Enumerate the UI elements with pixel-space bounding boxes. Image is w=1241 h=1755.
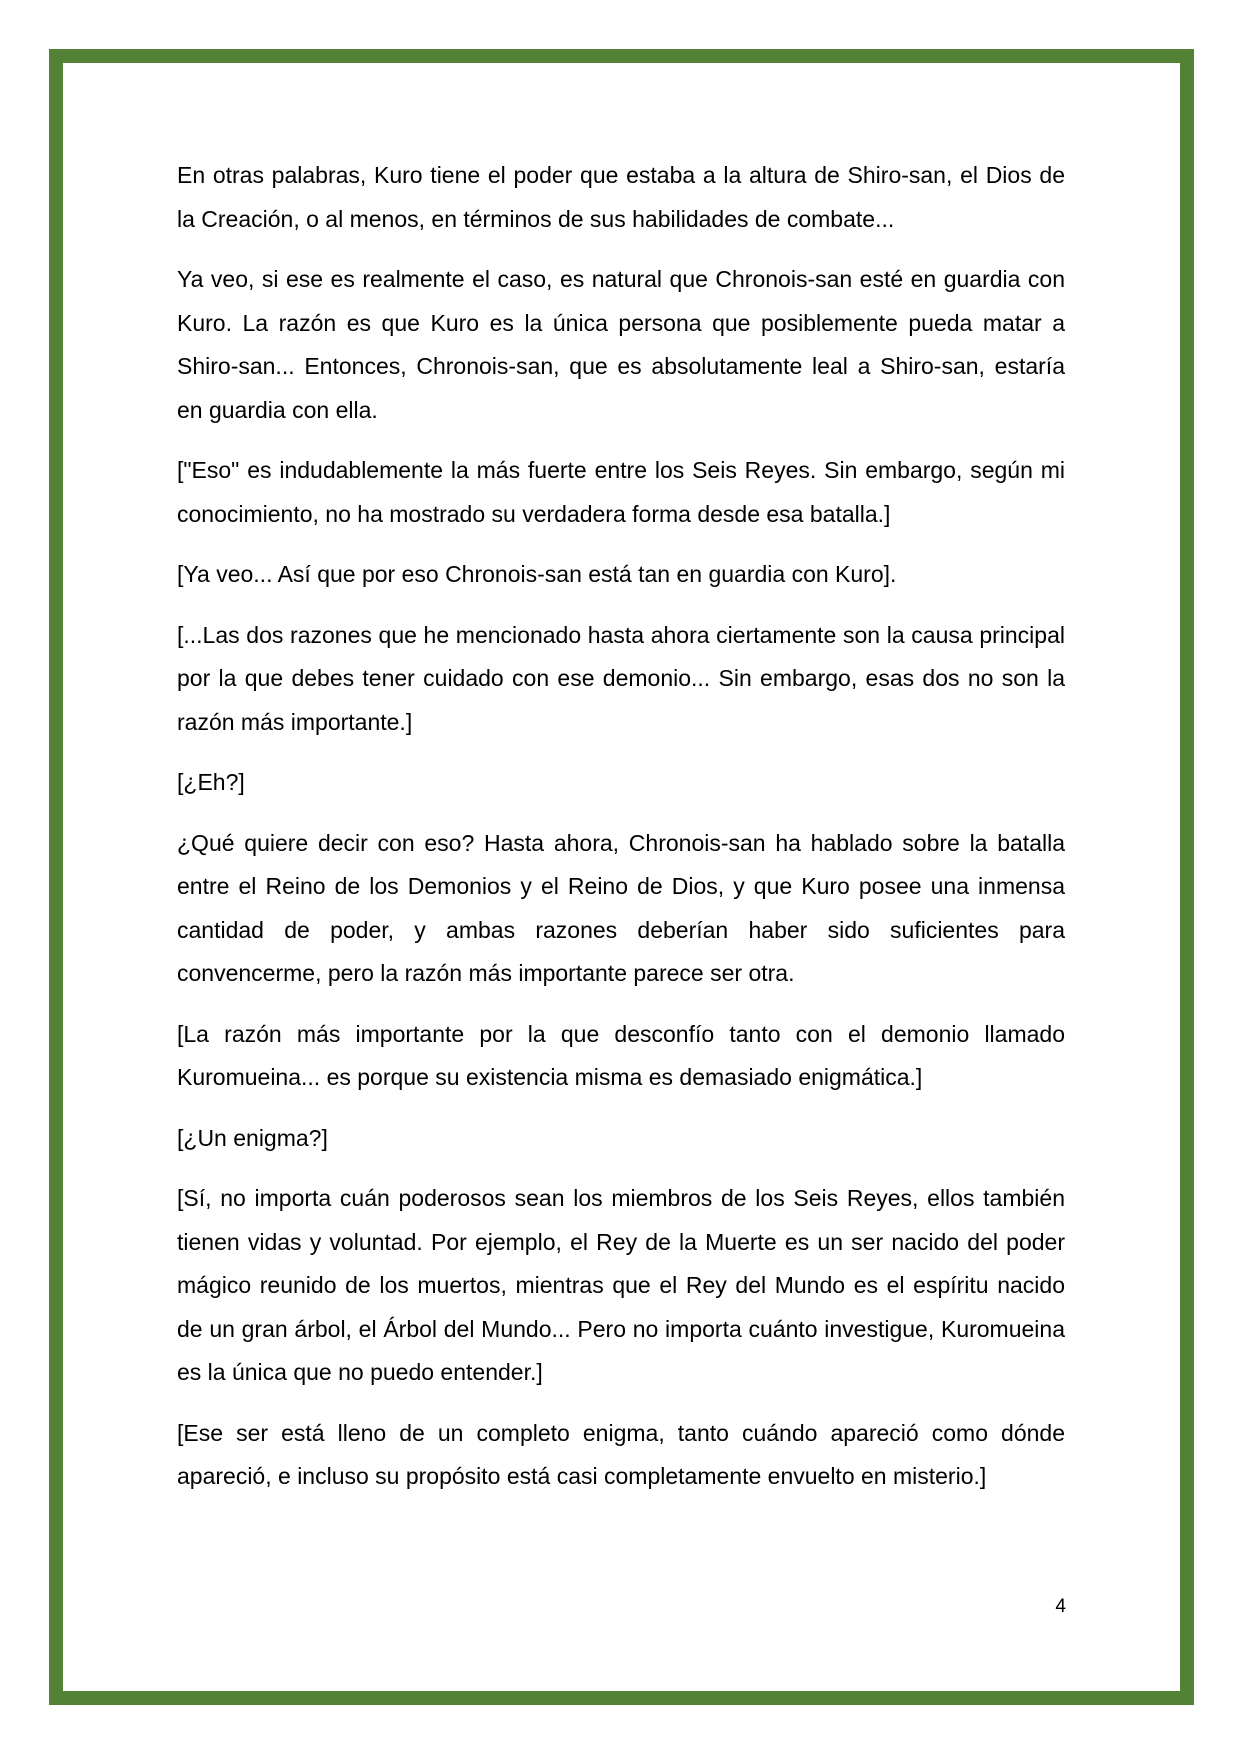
paragraph-4: [Ya veo... Así que por eso Chronois-san está tan en guardia con Kuro]. (177, 561, 897, 587)
paragraph-9: [¿Un enigma?] (177, 1124, 328, 1151)
paragraph-11: [Ese ser está lleno de un completo enigma, tanto cuándo apareció como dónde apareció, e incluso su propósito está casi completamente envuelto en misterio.] (177, 1419, 1065, 1489)
paragraph-8: [La razón más importante por la que desconfío tanto con el demonio llamado Kuromueina... es porque su existencia misma es demasiado enigmática.] (177, 1020, 1065, 1090)
paragraph-5: [...Las dos razones que he mencionado hasta ahora ciertamente son la causa principal por la que debes tener cuidado con ese demonio... Sin embargo, esas dos no son la razón más importante.] (177, 621, 1065, 735)
paragraph-2: Ya veo, si ese es realmente el caso, es natural que Chronois-san esté en guardia con Kuro. La razón es que Kuro es la única persona que posiblemente pueda matar a Shiro-san... Entonces, Chronois-san, que es absolutamente leal a Shiro-san, estaría en guardia con ella. (177, 266, 1065, 423)
page-number: 4 (1055, 1596, 1066, 1617)
paragraph-3: ["Eso" es indudablemente la más fuerte entre los Seis Reyes. Sin embargo, según mi conocimiento, no ha mostrado su verdadera forma desde esa batalla.] (177, 457, 1065, 527)
paragraph-7: ¿Qué quiere decir con eso? Hasta ahora, Chronois-san ha hablado sobre la batalla entre el Reino de los Demonios y el Reino de Dios, y que Kuro posee una inmensa cantidad de poder, y ambas razones deberían haber sido suficientes para convencerme, pero la razón más importante parece ser otra. (177, 829, 1065, 986)
paragraph-6: [¿Eh?] (177, 769, 245, 795)
document-body (177, 154, 1065, 1516)
paragraph-10: [Sí, no importa cuán poderosos sean los miembros de los Seis Reyes, ellos también tienen vidas y voluntad. Por ejemplo, el Rey de la Muerte es un ser nacido del poder mágico reunido de los muertos, mientras que el Rey del Mundo es el espíritu nacido de un gran árbol, el Árbol del Mundo... Pero no importa cuánto investigue, Kuromueina es la única que no puedo entender.] (177, 1185, 1065, 1385)
paragraph-1: En otras palabras, Kuro tiene el poder que estaba a la altura de Shiro-san, el Dios de la Creación, o al menos, en términos de sus habilidades de combate... (177, 162, 1065, 232)
